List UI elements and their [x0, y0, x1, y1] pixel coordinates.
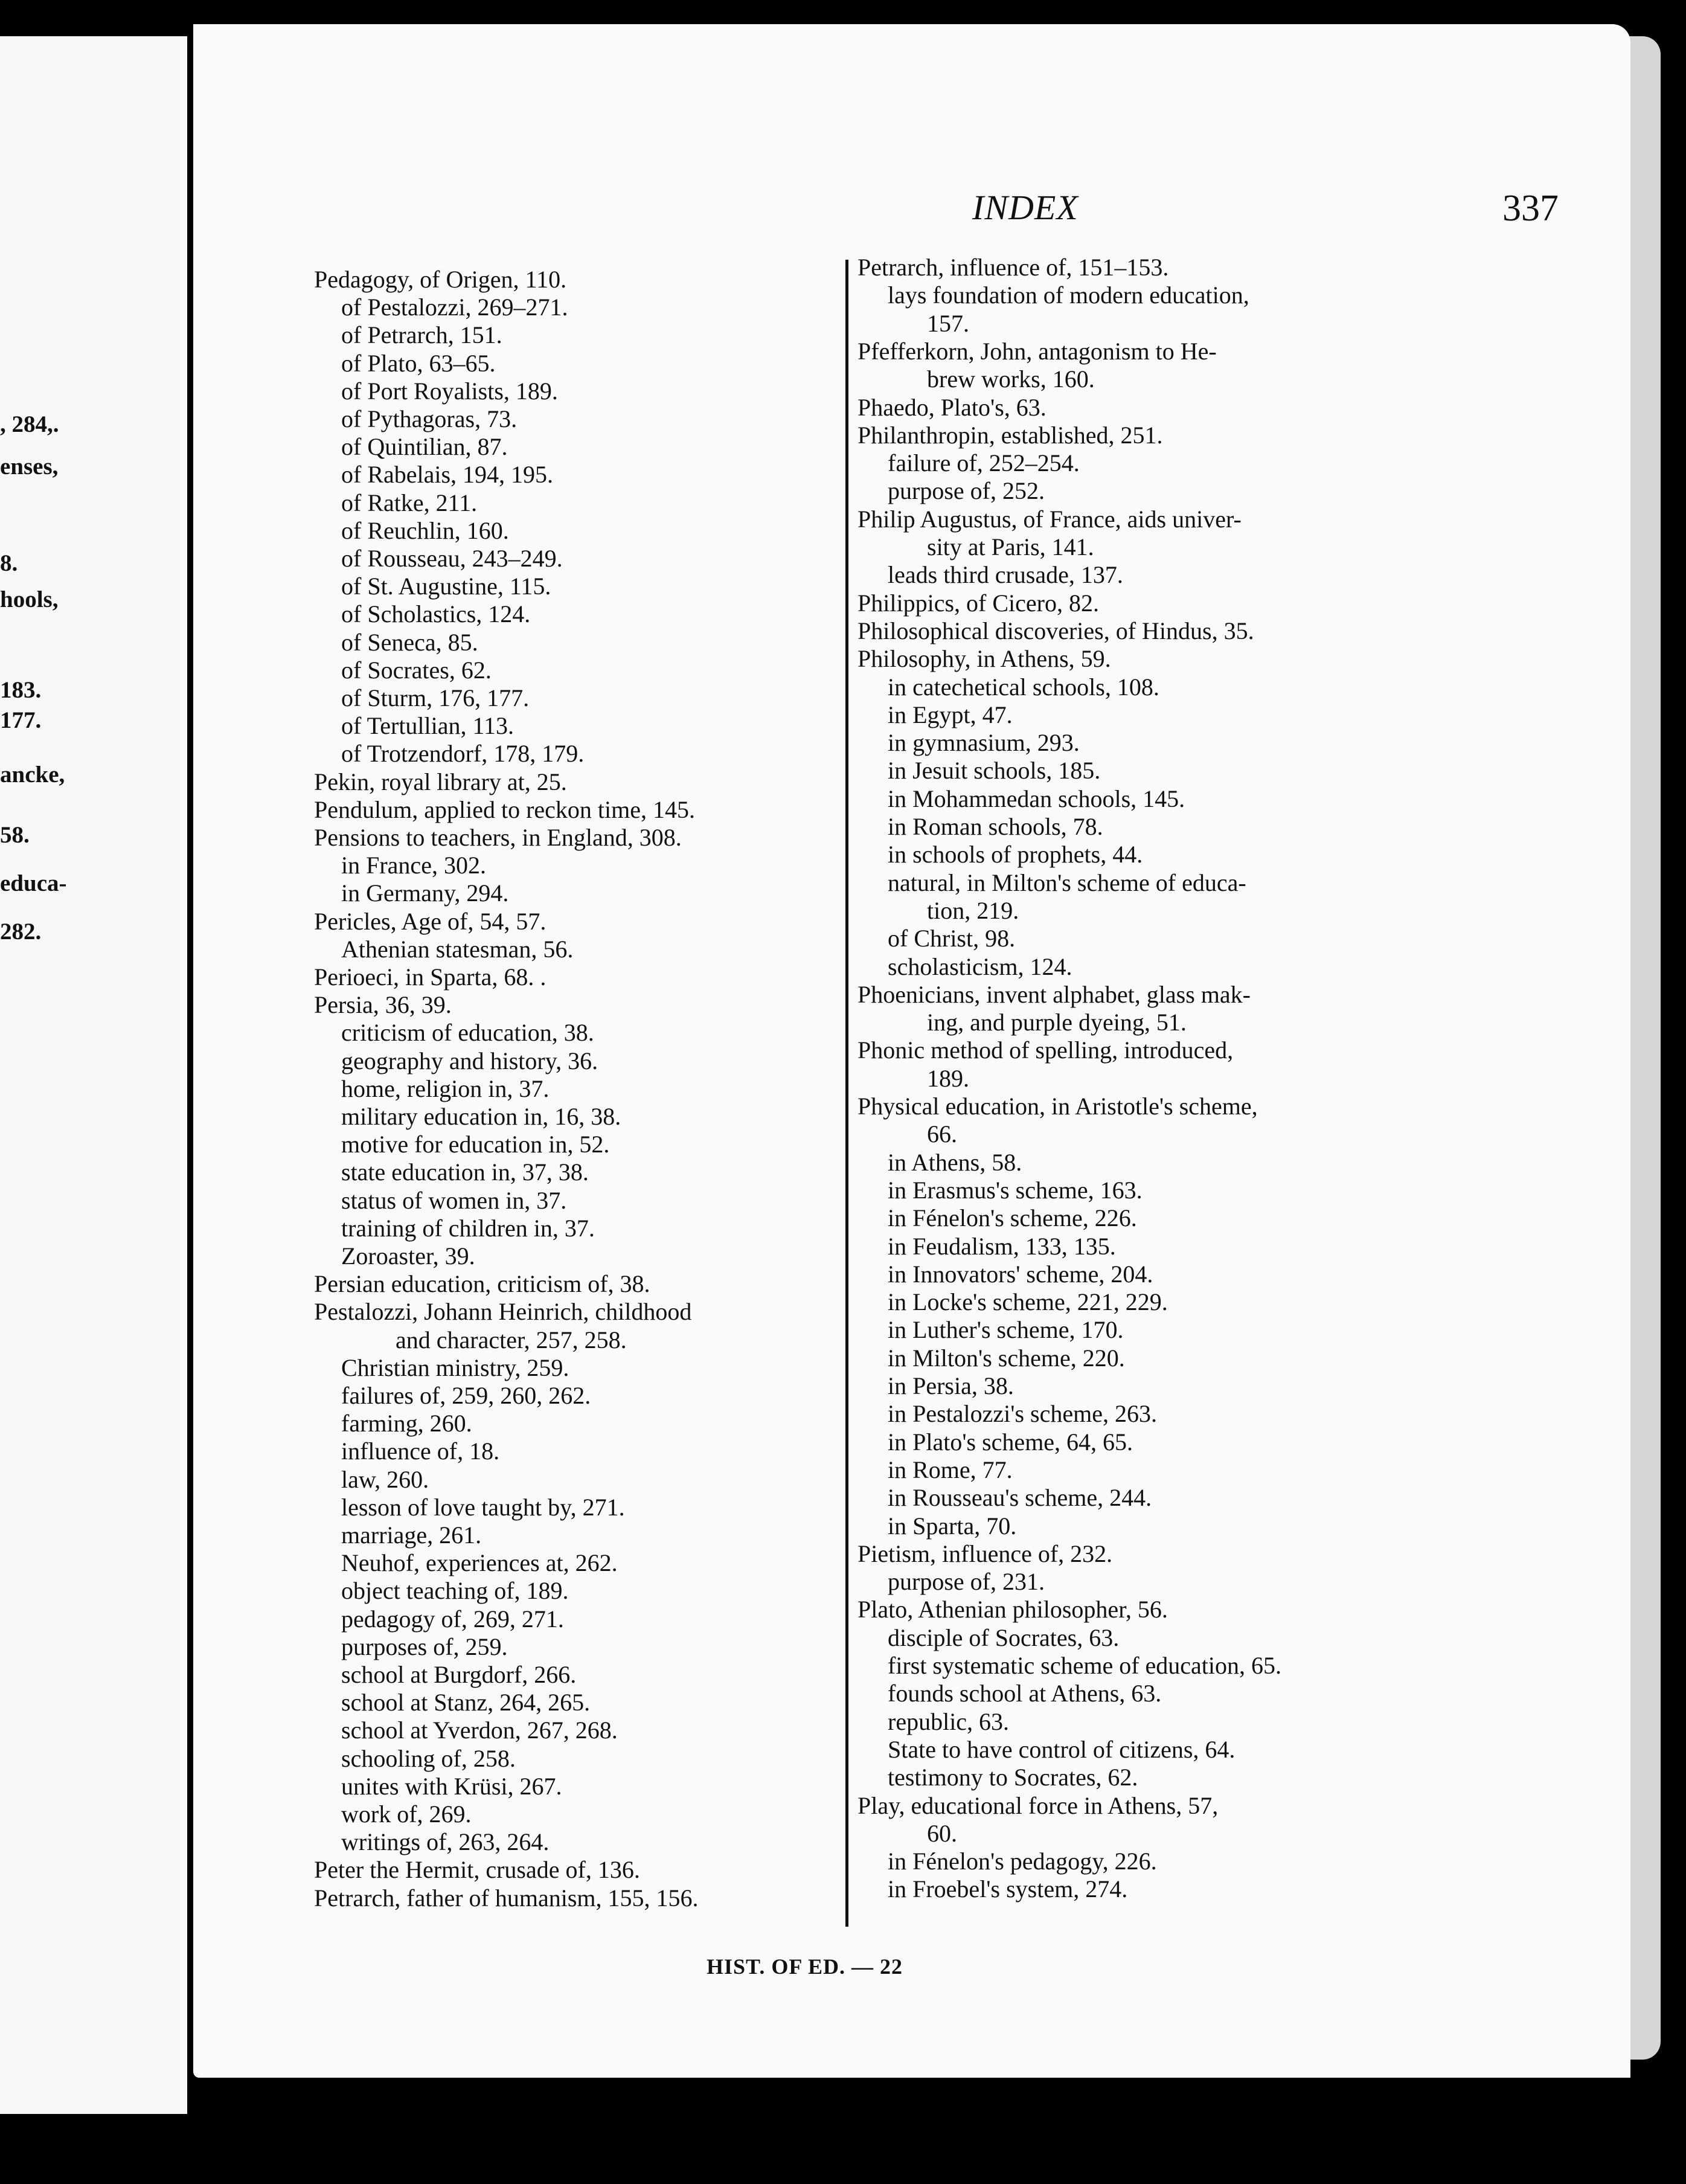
index-entry: in catechetical schools, 108.: [888, 673, 1159, 701]
index-entry: in Mohammedan schools, 145.: [888, 785, 1185, 812]
index-entry: purpose of, 252.: [888, 477, 1045, 505]
index-entry: Plato, Athenian philosopher, 56.: [857, 1596, 1168, 1624]
index-entry: criticism of education, 38.: [341, 1019, 594, 1047]
index-entry: in Feudalism, 133, 135.: [888, 1232, 1116, 1260]
index-entry: brew works, 160.: [927, 365, 1095, 393]
index-entry: of Pythagoras, 73.: [341, 405, 518, 432]
index-entry: school at Burgdorf, 266.: [341, 1661, 577, 1688]
index-entry: marriage, 261.: [341, 1521, 482, 1549]
index-entry: geography and history, 36.: [341, 1047, 598, 1074]
index-entry: Persian education, criticism of, 38.: [314, 1270, 650, 1298]
column-divider: [845, 260, 848, 1927]
index-entry: of Tertullian, 113.: [341, 712, 514, 740]
index-entry: in Froebel's system, 274.: [888, 1875, 1128, 1903]
index-entry: lays foundation of modern education,: [888, 281, 1249, 309]
index-entry: Christian ministry, 259.: [341, 1354, 569, 1381]
index-entry: in Erasmus's scheme, 163.: [888, 1176, 1143, 1204]
facing-page-fragment: 58.: [0, 822, 30, 848]
facing-page-fragment: enses,: [0, 454, 59, 480]
index-entry: Peter the Hermit, crusade of, 136.: [314, 1856, 640, 1884]
facing-page-fragment: hools,: [0, 586, 59, 612]
facing-page-fragment: 183.: [0, 677, 42, 703]
index-entry: farming, 260.: [341, 1410, 472, 1437]
index-entry: of Ratke, 211.: [341, 489, 478, 516]
index-entry: in Pestalozzi's scheme, 263.: [888, 1400, 1157, 1428]
index-entry: in Jesuit schools, 185.: [888, 757, 1101, 785]
index-entry: of Trotzendorf, 178, 179.: [341, 740, 585, 768]
signature-mark: HIST. OF ED. — 22: [707, 1954, 903, 1979]
index-entry: Zoroaster, 39.: [341, 1242, 475, 1270]
index-entry: Phonic method of spelling, introduced,: [857, 1036, 1234, 1064]
index-entry: Philanthropin, established, 251.: [857, 421, 1163, 449]
index-entry: in gymnasium, 293.: [888, 729, 1080, 757]
index-entry: Philosophical discoveries, of Hindus, 35.: [857, 617, 1254, 644]
facing-page-fragment: 8.: [0, 550, 18, 576]
index-entry: home, religion in, 37.: [341, 1074, 550, 1102]
index-entry: sity at Paris, 141.: [927, 533, 1094, 560]
index-entry: failure of, 252–254.: [888, 449, 1080, 477]
index-entry: Pericles, Age of, 54, 57.: [314, 907, 547, 935]
index-entry: founds school at Athens, 63.: [888, 1680, 1162, 1707]
index-entry: of St. Augustine, 115.: [341, 573, 551, 600]
index-entry: in Athens, 58.: [888, 1148, 1022, 1176]
index-entry: in Egypt, 47.: [888, 701, 1013, 728]
index-entry: tion, 219.: [927, 896, 1019, 924]
index-entry: and character, 257, 258.: [396, 1326, 627, 1354]
index-entry: Physical education, in Aristotle's scheme,: [857, 1093, 1258, 1120]
index-entry: State to have control of citizens, 64.: [888, 1735, 1236, 1763]
index-entry: influence of, 18.: [341, 1437, 500, 1465]
index-entry: Neuhof, experiences at, 262.: [341, 1549, 618, 1577]
facing-page-edge: [0, 36, 187, 2114]
index-entry: in Roman schools, 78.: [888, 813, 1103, 840]
page-number: 337: [1502, 188, 1559, 229]
index-entry: purpose of, 231.: [888, 1568, 1045, 1596]
index-entry: unites with Krüsi, 267.: [341, 1772, 562, 1800]
index-entry: of Scholastics, 124.: [341, 600, 531, 628]
index-entry: of Plato, 63–65.: [341, 349, 496, 377]
index-entry: failures of, 259, 260, 262.: [341, 1382, 591, 1409]
index-entry: of Quintilian, 87.: [341, 433, 508, 461]
index-entry: Perioeci, in Sparta, 68. .: [314, 963, 547, 991]
index-entry: pedagogy of, 269, 271.: [341, 1605, 564, 1633]
index-entry: of Petrarch, 151.: [341, 321, 502, 349]
facing-page-fragment: 282.: [0, 919, 42, 945]
index-entry: in Fénelon's pedagogy, 226.: [888, 1848, 1157, 1875]
index-entry: in France, 302.: [341, 852, 486, 879]
index-entry: in Milton's scheme, 220.: [888, 1344, 1125, 1372]
index-entry: of Pestalozzi, 269–271.: [341, 294, 568, 321]
index-entry: work of, 269.: [341, 1800, 472, 1828]
index-entry: Phoenicians, invent alphabet, glass mak-: [857, 980, 1251, 1008]
index-entry: of Rousseau, 243–249.: [341, 545, 563, 572]
index-entry: in Germany, 294.: [341, 879, 509, 907]
index-entry: Philippics, of Cicero, 82.: [857, 589, 1099, 617]
index-entry: Athenian statesman, 56.: [341, 935, 574, 963]
facing-page-fragment: ancke,: [0, 762, 65, 788]
index-entry: 66.: [927, 1120, 957, 1148]
index-entry: law, 260.: [341, 1465, 429, 1493]
index-entry: Petrarch, influence of, 151–153.: [857, 254, 1169, 281]
index-entry: military education in, 16, 38.: [341, 1103, 621, 1130]
index-entry: of Port Royalists, 189.: [341, 377, 558, 405]
index-entry: purposes of, 259.: [341, 1633, 508, 1660]
index-entry: school at Stanz, 264, 265.: [341, 1689, 591, 1717]
index-entry: Pietism, influence of, 232.: [857, 1540, 1113, 1567]
index-entry: schooling of, 258.: [341, 1744, 516, 1772]
index-entry: Philosophy, in Athens, 59.: [857, 645, 1111, 673]
index-entry: Philip Augustus, of France, aids univer-: [857, 505, 1242, 533]
index-entry: Pensions to teachers, in England, 308.: [314, 824, 682, 851]
index-entry: lesson of love taught by, 271.: [341, 1493, 625, 1521]
page-title: INDEX: [972, 188, 1079, 227]
index-entry: in Luther's scheme, 170.: [888, 1316, 1124, 1344]
index-entry: writings of, 263, 264.: [341, 1828, 550, 1856]
facing-page-fragment: educa-: [0, 870, 67, 896]
index-entry: Persia, 36, 39.: [314, 991, 452, 1019]
index-entry: of Socrates, 62.: [341, 656, 492, 684]
index-entry: testimony to Socrates, 62.: [888, 1764, 1138, 1791]
index-entry: school at Yverdon, 267, 268.: [341, 1717, 618, 1744]
index-entry: state education in, 37, 38.: [341, 1158, 589, 1186]
index-entry: in Fénelon's scheme, 226.: [888, 1204, 1137, 1232]
index-entry: in schools of prophets, 44.: [888, 841, 1143, 869]
index-entry: Pestalozzi, Johann Heinrich, childhood: [314, 1298, 692, 1326]
index-entry: in Sparta, 70.: [888, 1512, 1017, 1540]
index-entry: motive for education in, 52.: [341, 1131, 610, 1158]
index-entry: in Rousseau's scheme, 244.: [888, 1484, 1152, 1512]
index-entry: first systematic scheme of education, 65.: [888, 1652, 1282, 1679]
index-entry: natural, in Milton's scheme of educa-: [888, 869, 1246, 896]
index-entry: 157.: [927, 309, 969, 337]
index-entry: training of children in, 37.: [341, 1214, 595, 1242]
index-entry: Play, educational force in Athens, 57,: [857, 1791, 1219, 1819]
index-entry: leads third crusade, 137.: [888, 561, 1123, 589]
index-entry: Pfefferkorn, John, antagonism to He-: [857, 337, 1217, 365]
index-entry: 60.: [927, 1819, 957, 1847]
facing-page-fragment: , 284,.: [0, 411, 59, 437]
index-entry: in Innovators' scheme, 204.: [888, 1260, 1153, 1288]
index-entry: ing, and purple dyeing, 51.: [927, 1009, 1187, 1036]
index-entry: of Reuchlin, 160.: [341, 516, 509, 544]
index-entry: Petrarch, father of humanism, 155, 156.: [314, 1884, 699, 1912]
index-entry: Phaedo, Plato's, 63.: [857, 393, 1047, 421]
index-entry: in Persia, 38.: [888, 1372, 1014, 1399]
index-entry: object teaching of, 189.: [341, 1577, 569, 1605]
index-entry: in Rome, 77.: [888, 1456, 1013, 1483]
index-entry: scholasticism, 124.: [888, 952, 1072, 980]
index-entry: status of women in, 37.: [341, 1186, 567, 1214]
index-entry: of Sturm, 176, 177.: [341, 684, 530, 711]
facing-page-fragment: 177.: [0, 707, 42, 733]
index-entry: Pendulum, applied to reckon time, 145.: [314, 795, 695, 823]
index-entry: of Christ, 98.: [888, 925, 1016, 952]
index-entry: disciple of Socrates, 63.: [888, 1624, 1120, 1651]
index-entry: Pekin, royal library at, 25.: [314, 768, 567, 795]
index-entry: of Rabelais, 194, 195.: [341, 461, 554, 489]
index-entry: 189.: [927, 1064, 969, 1092]
index-entry: of Seneca, 85.: [341, 628, 478, 656]
index-entry: republic, 63.: [888, 1707, 1010, 1735]
index-entry: in Plato's scheme, 64, 65.: [888, 1428, 1133, 1456]
index-entry: in Locke's scheme, 221, 229.: [888, 1288, 1168, 1316]
index-entry: Pedagogy, of Origen, 110.: [314, 266, 567, 293]
